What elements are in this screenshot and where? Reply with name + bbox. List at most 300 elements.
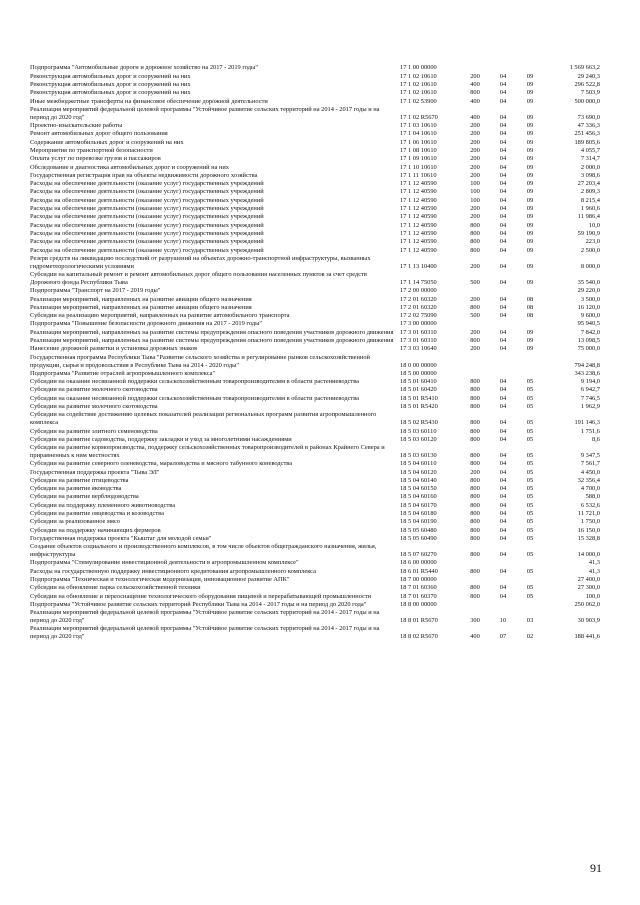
table-row bbox=[30, 213, 610, 221]
row-amount: 9 600,0 bbox=[580, 312, 600, 320]
row-section: 04 bbox=[499, 337, 507, 345]
row-name: Субсидии на развитие яководства bbox=[30, 485, 122, 493]
row-subsection: 05 bbox=[526, 419, 534, 427]
row-name: Подпрограмма "Устойчивое развитие сельских территорий Республики Тыва на 2014 - 2017 годы и на период до 2020 года" bbox=[30, 600, 367, 608]
row-subsection: 05 bbox=[526, 394, 534, 402]
row-expense-type: 800 bbox=[470, 567, 480, 575]
row-code: 18 5 05 60480 bbox=[400, 526, 437, 534]
row-name: Реализация мероприятий федеральной целевой программы "Устойчивое развитие сельских территорий на 2014 - 2017 годы и на период до 2020 год" bbox=[30, 609, 380, 625]
row-expense-type: 800 bbox=[470, 476, 480, 484]
row-name: Ремонт автомобильных дорог общего пользования bbox=[30, 130, 168, 138]
row-section: 04 bbox=[499, 567, 507, 575]
row-name: Подпрограмма "Автомобильные дороги и дорожное хозяйство на 2017 - 2019 годы" bbox=[30, 64, 258, 72]
row-code: 18 7 00 00000 bbox=[400, 576, 437, 584]
row-name: Расходы на обеспечение деятельности (оказание услуг) государственных учреждений bbox=[30, 205, 264, 213]
row-subsection: 05 bbox=[526, 592, 534, 600]
row-expense-type: 100 bbox=[470, 196, 480, 204]
row-amount: 27 300,0 bbox=[577, 584, 600, 592]
row-amount: 223,0 bbox=[585, 238, 600, 246]
row-code: 17 1 02 10610 bbox=[400, 89, 437, 97]
row-name: Субсидии на поддержку племенного животноводства bbox=[30, 501, 176, 509]
row-name: Реализация мероприятий, направленных на развитие авиации общего назначения bbox=[30, 303, 252, 311]
row-code: 17 3 00 00000 bbox=[400, 320, 437, 328]
row-amount: 16 150,0 bbox=[577, 526, 600, 534]
row-subsection: 09 bbox=[526, 278, 534, 286]
row-expense-type: 800 bbox=[470, 493, 480, 501]
row-code: 17 1 09 10610 bbox=[400, 155, 437, 163]
row-section: 04 bbox=[499, 80, 507, 88]
row-expense-type: 200 bbox=[470, 345, 480, 353]
row-name: Расходы на обеспечение деятельности (оказание услуг) государственных учреждений bbox=[30, 180, 264, 188]
row-section: 04 bbox=[499, 196, 507, 204]
row-subsection: 09 bbox=[526, 213, 534, 221]
table-row bbox=[30, 559, 610, 567]
row-amount: 2 500,0 bbox=[580, 246, 600, 254]
row-subsection: 09 bbox=[526, 130, 534, 138]
row-amount: 250 062,0 bbox=[574, 600, 600, 608]
row-section: 04 bbox=[499, 303, 507, 311]
table-row bbox=[30, 106, 610, 122]
row-code: 17 1 12 40590 bbox=[400, 180, 437, 188]
row-amount: 6 532,6 bbox=[580, 501, 600, 509]
row-code: 18 5 03 60110 bbox=[400, 427, 437, 435]
table-row bbox=[30, 345, 610, 353]
row-code: 18 6 01 R5440 bbox=[400, 567, 438, 575]
row-name: Расходы на обеспечение деятельности (оказание услуг) государственных учреждений bbox=[30, 229, 264, 237]
row-name: Иные межбюджетные трансферты на финансовое обеспечение дорожной деятельности bbox=[30, 97, 268, 105]
row-name: Реконструкция автомобильных дорог и сооружений на них bbox=[30, 80, 191, 88]
row-section: 04 bbox=[499, 246, 507, 254]
table-row bbox=[30, 535, 610, 543]
row-code: 17 2 01 60320 bbox=[400, 295, 437, 303]
row-amount: 100,0 bbox=[585, 592, 600, 600]
row-section: 04 bbox=[499, 501, 507, 509]
row-expense-type: 800 bbox=[470, 238, 480, 246]
row-name: Мероприятия по транспортной безопасности bbox=[30, 146, 153, 154]
row-code: 17 1 02 53900 bbox=[400, 97, 437, 105]
row-code: 18 5 04 60140 bbox=[400, 476, 437, 484]
row-subsection: 02 bbox=[526, 633, 534, 641]
table-row bbox=[30, 568, 610, 576]
row-amount: 59 190,9 bbox=[577, 229, 600, 237]
row-amount: 41,3 bbox=[588, 559, 600, 567]
row-expense-type: 100 bbox=[470, 188, 480, 196]
row-name: Резерв средств на ликвидацию последствий от разрушений на объектах дорожно-транспортной инфраструктуры, вызванных гидрометеорологическими условиями bbox=[30, 254, 371, 270]
row-code: 17 1 11 10610 bbox=[400, 171, 437, 179]
row-amount: 8,6 bbox=[592, 435, 600, 443]
row-subsection: 09 bbox=[526, 328, 534, 336]
table-row bbox=[30, 172, 610, 180]
row-name: Подпрограмма "Повышение безопасности дорожного движения на 2017 - 2019 годы" bbox=[30, 320, 263, 328]
row-code: 18 5 01 60420 bbox=[400, 386, 437, 394]
row-expense-type: 200 bbox=[470, 468, 480, 476]
row-expense-type: 800 bbox=[470, 460, 480, 468]
row-code: 18 6 00 00000 bbox=[400, 559, 437, 567]
row-name: Субсидии на развитие северного оленеводства, мараловодства и мясного табунного коневодства bbox=[30, 460, 293, 468]
row-subsection: 05 bbox=[526, 584, 534, 592]
row-section: 04 bbox=[499, 518, 507, 526]
table-row bbox=[30, 287, 610, 295]
row-amount: 8 215,4 bbox=[580, 196, 600, 204]
table-row bbox=[30, 188, 610, 196]
row-code: 17 1 12 40590 bbox=[400, 196, 437, 204]
row-name: Подпрограмма "Развитие отраслей агропромышленного комплекса" bbox=[30, 369, 216, 377]
table-row bbox=[30, 164, 610, 172]
row-amount: 41,3 bbox=[588, 567, 600, 575]
table-row bbox=[30, 485, 610, 493]
row-subsection: 05 bbox=[526, 526, 534, 534]
row-subsection: 09 bbox=[526, 146, 534, 154]
row-subsection: 05 bbox=[526, 460, 534, 468]
row-amount: 4 055,7 bbox=[580, 146, 600, 154]
row-name: Расходы на обеспечение деятельности (оказание услуг) государственных учреждений bbox=[30, 246, 264, 254]
row-expense-type: 800 bbox=[470, 221, 480, 229]
table-row bbox=[30, 271, 610, 287]
row-amount: 11 986,4 bbox=[577, 213, 600, 221]
row-subsection: 05 bbox=[526, 510, 534, 518]
row-amount: 47 336,3 bbox=[577, 122, 600, 130]
row-section: 04 bbox=[499, 551, 507, 559]
row-section: 04 bbox=[499, 378, 507, 386]
row-expense-type: 800 bbox=[470, 518, 480, 526]
row-expense-type: 400 bbox=[470, 97, 480, 105]
row-section: 04 bbox=[499, 180, 507, 188]
row-amount: 7 842,0 bbox=[580, 328, 600, 336]
row-code: 18 5 04 60150 bbox=[400, 485, 437, 493]
row-name: Подпрограмма "Транспорт на 2017 - 2019 годы" bbox=[30, 287, 161, 295]
row-subsection: 09 bbox=[526, 138, 534, 146]
row-amount: 30 903,9 bbox=[577, 617, 600, 625]
row-name: Субсидии на капитальный ремонт и ремонт автомобильных дорог общего пользования населенных пунктов за счет средств Дорожного фонда Республики Тыва bbox=[30, 271, 367, 286]
row-name: Расходы на государственную поддержку инвестиционного кредитования агропромышленного комплекса bbox=[30, 567, 316, 575]
row-code: 17 3 03 10640 bbox=[400, 345, 437, 353]
row-subsection: 05 bbox=[526, 476, 534, 484]
row-code: 18 8 00 00000 bbox=[400, 600, 437, 608]
row-expense-type: 800 bbox=[470, 246, 480, 254]
row-subsection: 09 bbox=[526, 113, 534, 121]
row-expense-type: 200 bbox=[470, 262, 480, 270]
table-row bbox=[30, 576, 610, 584]
row-code: 17 1 13 10400 bbox=[400, 262, 437, 270]
row-section: 04 bbox=[499, 278, 507, 286]
row-amount: 15 328,8 bbox=[577, 534, 600, 542]
row-subsection: 09 bbox=[526, 97, 534, 105]
row-name: Проектно-изыскательские работы bbox=[30, 122, 123, 130]
row-name: Субсидии на содействие достижению целевых показателей реализации региональных программ развития агропромышленного комплекса bbox=[30, 411, 377, 427]
table-row bbox=[30, 625, 610, 641]
row-subsection: 08 bbox=[526, 312, 534, 320]
row-subsection: 05 bbox=[526, 567, 534, 575]
row-amount: 6 942,7 bbox=[580, 386, 600, 394]
row-amount: 500 000,0 bbox=[574, 97, 600, 105]
row-name: Субсидии на развитие птицеводства bbox=[30, 476, 129, 484]
row-code: 17 1 12 40590 bbox=[400, 221, 437, 229]
row-section: 04 bbox=[499, 262, 507, 270]
row-amount: 8 000,0 bbox=[580, 262, 600, 270]
row-code: 17 1 06 10610 bbox=[400, 138, 437, 146]
table-row bbox=[30, 469, 610, 477]
row-expense-type: 800 bbox=[470, 592, 480, 600]
row-section: 04 bbox=[499, 534, 507, 542]
row-expense-type: 800 bbox=[470, 89, 480, 97]
row-subsection: 05 bbox=[526, 427, 534, 435]
row-amount: 10,0 bbox=[588, 221, 600, 229]
row-amount: 7 503,9 bbox=[580, 89, 600, 97]
row-expense-type: 400 bbox=[470, 633, 480, 641]
row-expense-type: 800 bbox=[470, 386, 480, 394]
row-expense-type: 500 bbox=[470, 278, 480, 286]
row-expense-type: 800 bbox=[470, 394, 480, 402]
budget-table bbox=[30, 64, 610, 641]
table-row bbox=[30, 304, 610, 312]
table-row bbox=[30, 296, 610, 304]
row-code: 18 5 01 R5410 bbox=[400, 394, 438, 402]
row-expense-type: 200 bbox=[470, 171, 480, 179]
row-subsection: 05 bbox=[526, 551, 534, 559]
table-row bbox=[30, 155, 610, 163]
table-row bbox=[30, 378, 610, 386]
row-name: Субсидии на оказание несвязанной поддержки сельскохозяйственным товаропроизводителям в области растениеводства bbox=[30, 394, 359, 402]
row-amount: 11 721,0 bbox=[577, 510, 600, 518]
row-name: Субсидии за реализованное мясо bbox=[30, 518, 120, 526]
row-expense-type: 800 bbox=[470, 584, 480, 592]
row-subsection: 05 bbox=[526, 435, 534, 443]
row-amount: 75 000,0 bbox=[577, 345, 600, 353]
table-row bbox=[30, 238, 610, 246]
row-section: 04 bbox=[499, 163, 507, 171]
row-section: 04 bbox=[499, 394, 507, 402]
table-row bbox=[30, 320, 610, 328]
row-code: 18 5 04 60120 bbox=[400, 468, 437, 476]
row-name: Субсидии на развитие молочного скотоводства bbox=[30, 386, 158, 394]
row-name: Субсидии на оказание несвязанной поддержки сельскохозяйственным товаропроизводителям в области растениеводства bbox=[30, 378, 359, 386]
row-name: Субсидии на реализацию мероприятий, направленных на развитие автомобильного транспорта bbox=[30, 312, 290, 320]
row-amount: 9 194,0 bbox=[580, 378, 600, 386]
row-amount: 191 146,3 bbox=[574, 419, 600, 427]
row-name: Субсидии на обновление и переоснащение технологического оборудования пищевой и перерабатывающей промышленности bbox=[30, 592, 372, 600]
row-section: 04 bbox=[499, 188, 507, 196]
row-subsection: 05 bbox=[526, 452, 534, 459]
row-code: 18 5 05 60490 bbox=[400, 534, 437, 542]
row-name: Реализация мероприятий, направленных на развитие авиации общего назначения bbox=[30, 295, 252, 303]
row-name: Государственная поддержка проекта "Кыштаг для молодой семьи" bbox=[30, 534, 212, 542]
row-name: Государственная регистрация прав на объекты недвижимости дорожного хозяйства bbox=[30, 171, 258, 179]
row-subsection: 09 bbox=[526, 262, 534, 270]
row-name: Субсидии на развитие кормопроизводства, поддержку сельскохозяйственных товаропроизводителей в районах Крайнего Севера и приравненных к ним местностях bbox=[30, 444, 385, 459]
row-amount: 1 960,6 bbox=[580, 205, 600, 213]
table-row bbox=[30, 122, 610, 130]
row-name: Государственная поддержка проекта "Тыва ЭЛ" bbox=[30, 468, 160, 476]
table-row bbox=[30, 460, 610, 468]
row-subsection: 05 bbox=[526, 468, 534, 476]
row-subsection: 09 bbox=[526, 196, 534, 204]
row-subsection: 09 bbox=[526, 122, 534, 130]
row-amount: 9 347,5 bbox=[580, 452, 600, 459]
table-row bbox=[30, 477, 610, 485]
row-subsection: 05 bbox=[526, 493, 534, 501]
row-code: 17 1 12 40590 bbox=[400, 205, 437, 213]
row-section: 04 bbox=[499, 386, 507, 394]
row-subsection: 09 bbox=[526, 188, 534, 196]
row-section: 04 bbox=[499, 205, 507, 213]
row-code: 17 1 02 10610 bbox=[400, 80, 437, 88]
row-code: 18 5 03 60120 bbox=[400, 435, 437, 443]
row-name: Субсидии на поддержку начинающих фермеров bbox=[30, 526, 161, 534]
row-subsection: 09 bbox=[526, 337, 534, 345]
table-row bbox=[30, 98, 610, 106]
row-amount: 29 220,0 bbox=[577, 287, 600, 295]
table-row bbox=[30, 411, 610, 427]
row-name: Подпрограмма "Стимулирование инвестиционной деятельности в агропромышленном комплексе" bbox=[30, 559, 299, 567]
row-expense-type: 400 bbox=[470, 80, 480, 88]
row-name: Реализация мероприятий федеральной целевой программы "Устойчивое развитие сельских территорий на 2014 - 2017 годы и на период до 2020 год" bbox=[30, 625, 380, 641]
row-subsection: 08 bbox=[526, 303, 534, 311]
row-subsection: 09 bbox=[526, 80, 534, 88]
row-section: 04 bbox=[499, 584, 507, 592]
row-name: Расходы на обеспечение деятельности (оказание услуг) государственных учреждений bbox=[30, 213, 264, 221]
row-amount: 1 750,0 bbox=[580, 518, 600, 526]
row-code: 17 2 01 60320 bbox=[400, 303, 437, 311]
row-code: 18 5 04 60180 bbox=[400, 510, 437, 518]
row-subsection: 09 bbox=[526, 221, 534, 229]
table-row bbox=[30, 312, 610, 320]
row-section: 04 bbox=[499, 146, 507, 154]
row-amount: 2 000,0 bbox=[580, 163, 600, 171]
row-subsection: 03 bbox=[526, 617, 534, 625]
table-row bbox=[30, 370, 610, 378]
row-amount: 29 240,3 bbox=[577, 72, 600, 80]
row-code: 18 8 02 R5670 bbox=[400, 633, 438, 641]
row-expense-type: 800 bbox=[470, 510, 480, 518]
row-section: 04 bbox=[499, 89, 507, 97]
table-row bbox=[30, 329, 610, 337]
row-subsection: 09 bbox=[526, 205, 534, 213]
row-section: 04 bbox=[499, 213, 507, 221]
row-amount: 588,0 bbox=[585, 493, 600, 501]
row-name: Субсидии на обновление парка сельскохозяйственной техники bbox=[30, 584, 201, 592]
row-amount: 4 700,0 bbox=[580, 485, 600, 493]
row-amount: 13 098,5 bbox=[577, 337, 600, 345]
row-code: 17 1 08 10610 bbox=[400, 146, 437, 154]
table-body bbox=[30, 64, 610, 641]
row-section: 04 bbox=[499, 476, 507, 484]
row-section: 04 bbox=[499, 113, 507, 121]
row-name: Реализация мероприятий федеральной целевой программы "Устойчивое развитие сельских территорий на 2014 - 2017 годы и на период до 2020 год" bbox=[30, 105, 380, 121]
row-section: 04 bbox=[499, 130, 507, 138]
table-row bbox=[30, 89, 610, 97]
row-subsection: 09 bbox=[526, 246, 534, 254]
row-code: 18 5 07 60270 bbox=[400, 551, 437, 559]
row-subsection: 09 bbox=[526, 180, 534, 188]
row-amount: 16 120,0 bbox=[577, 303, 600, 311]
row-amount: 35 540,0 bbox=[577, 278, 600, 286]
table-row bbox=[30, 428, 610, 436]
row-expense-type: 800 bbox=[470, 303, 480, 311]
row-subsection: 05 bbox=[526, 485, 534, 493]
row-subsection: 09 bbox=[526, 89, 534, 97]
row-subsection: 09 bbox=[526, 229, 534, 237]
row-code: 18 5 04 60110 bbox=[400, 460, 437, 468]
row-subsection: 05 bbox=[526, 534, 534, 542]
table-row bbox=[30, 139, 610, 147]
row-section: 04 bbox=[499, 295, 507, 303]
row-name: Создание объектов социального и производственного комплексов, в том числе объектов общегражданского назначения, жилья, инфраструктуры bbox=[30, 543, 377, 559]
table-row bbox=[30, 493, 610, 501]
row-expense-type: 100 bbox=[470, 180, 480, 188]
table-row bbox=[30, 337, 610, 345]
row-expense-type: 800 bbox=[470, 551, 480, 559]
row-name: Расходы на обеспечение деятельности (оказание услуг) государственных учреждений bbox=[30, 196, 264, 204]
row-subsection: 09 bbox=[526, 238, 534, 246]
table-row bbox=[30, 593, 610, 601]
row-subsection: 09 bbox=[526, 345, 534, 353]
row-expense-type: 800 bbox=[470, 452, 480, 459]
row-expense-type: 800 bbox=[470, 526, 480, 534]
row-expense-type: 800 bbox=[470, 378, 480, 386]
row-code: 17 2 02 75090 bbox=[400, 312, 437, 320]
row-code: 18 5 04 60160 bbox=[400, 493, 437, 501]
row-amount: 3 098,6 bbox=[580, 171, 600, 179]
row-code: 18 8 01 R5670 bbox=[400, 617, 438, 625]
row-subsection: 05 bbox=[526, 501, 534, 509]
row-code: 18 5 02 R5430 bbox=[400, 419, 438, 427]
table-row bbox=[30, 64, 610, 72]
table-row bbox=[30, 609, 610, 625]
row-subsection: 09 bbox=[526, 155, 534, 163]
table-row bbox=[30, 395, 610, 403]
row-expense-type: 200 bbox=[470, 122, 480, 130]
row-name: Реализация мероприятий, направленных на развитие системы предупреждения опасного поведения участников дорожного движения bbox=[30, 337, 394, 345]
row-amount: 2 809,3 bbox=[580, 188, 600, 196]
row-subsection: 08 bbox=[526, 295, 534, 303]
table-row bbox=[30, 527, 610, 535]
row-code: 18 5 01 R5420 bbox=[400, 403, 438, 410]
row-section: 04 bbox=[499, 97, 507, 105]
row-section: 04 bbox=[499, 510, 507, 518]
table-row bbox=[30, 205, 610, 213]
row-code: 17 1 12 40590 bbox=[400, 246, 437, 254]
row-subsection: 09 bbox=[526, 163, 534, 171]
row-code: 17 3 01 60310 bbox=[400, 337, 437, 345]
row-expense-type: 800 bbox=[470, 534, 480, 542]
table-row bbox=[30, 222, 610, 230]
row-name: Расходы на обеспечение деятельности (оказание услуг) государственных учреждений bbox=[30, 238, 264, 246]
table-row bbox=[30, 230, 610, 238]
row-code: 17 3 01 60310 bbox=[400, 328, 437, 336]
row-expense-type: 800 bbox=[470, 485, 480, 493]
table-row bbox=[30, 197, 610, 205]
row-expense-type: 800 bbox=[470, 501, 480, 509]
row-code: 17 1 03 10610 bbox=[400, 122, 437, 130]
row-code: 17 1 14 75050 bbox=[400, 278, 437, 286]
row-section: 04 bbox=[499, 221, 507, 229]
row-expense-type: 800 bbox=[470, 403, 480, 410]
table-row bbox=[30, 255, 610, 271]
row-name: Субсидии на развитие верблюдоводства bbox=[30, 493, 139, 501]
row-expense-type: 400 bbox=[470, 113, 480, 121]
row-name: Государственная программа Республики Тыва "Развитие сельского хозяйства и регулирование рынков сельскохозяйственной продукции, сырья и продовольствия в Республике Тыва на 2014 - 2020 годы" bbox=[30, 353, 370, 369]
row-code: 18 5 03 60130 bbox=[400, 452, 437, 459]
table-row bbox=[30, 436, 610, 444]
row-code: 17 1 12 40590 bbox=[400, 213, 437, 221]
row-expense-type: 200 bbox=[470, 163, 480, 171]
row-amount: 32 356,4 bbox=[577, 476, 600, 484]
row-code: 17 1 12 40590 bbox=[400, 188, 437, 196]
row-code: 17 1 12 40590 bbox=[400, 238, 437, 246]
row-section: 04 bbox=[499, 122, 507, 130]
table-row bbox=[30, 81, 610, 89]
row-amount: 73 690,0 bbox=[577, 113, 600, 121]
